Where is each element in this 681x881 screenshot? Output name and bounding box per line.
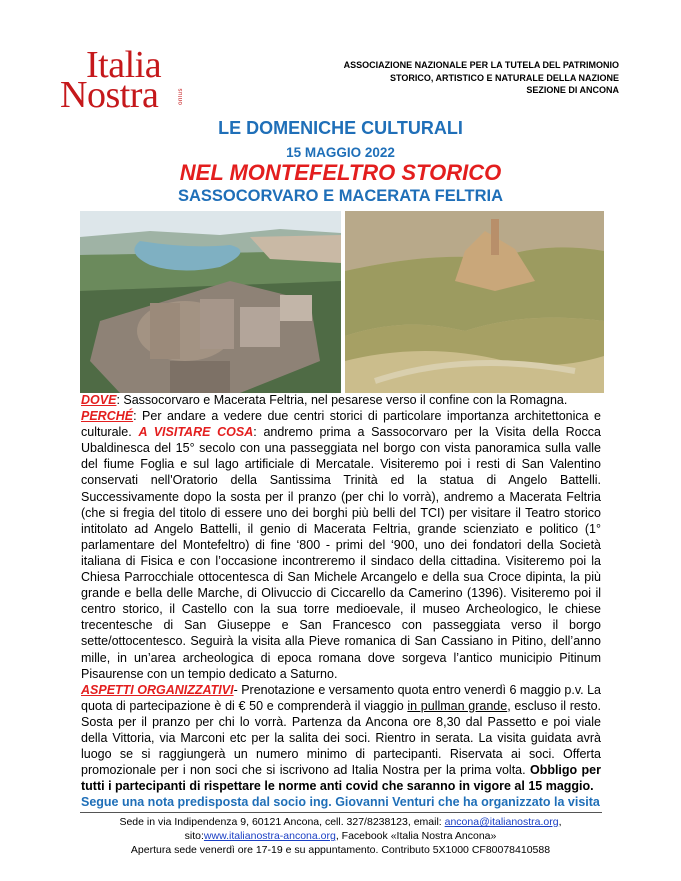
paragraph-dove bbox=[81, 392, 601, 408]
macerata-feltria-painting-illustration bbox=[345, 211, 604, 393]
paragraph-perche bbox=[81, 408, 601, 682]
footer-line-3: Apertura sede venerdì ore 17-19 e su appuntamento. Contributo 5X1000 CF80078410588 bbox=[130, 844, 551, 856]
label-dove: DOVE bbox=[81, 393, 117, 407]
text-dove: : Sassocorvaro e Macerata Feltria, nel pesarese verso il confine con la Romagna. bbox=[116, 393, 568, 407]
event-series-title: LE DOMENICHE CULTURALI bbox=[218, 118, 463, 138]
sassocorvaro-aerial-illustration bbox=[80, 211, 341, 393]
association-line-1: ASSOCIAZIONE NAZIONALE PER LA TUTELA DEL PATRIMONIO bbox=[343, 60, 619, 70]
event-title: NEL MONTEFELTRO STORICO bbox=[179, 160, 502, 185]
association-header bbox=[299, 59, 619, 97]
text-visitare: : andremo prima a Sassocorvaro per la Visita della Rocca Ubaldinesca del 15° secolo con una passeggiata nel borgo con vista panoramica sulla valle del fiume Foglia e sul lago artificiale di Mercatale. Visiteremo poi i resti di San Valentino conservati nell'Oratorio della Santissima Trinità ed la statua di Angelo Battelli. Successivamente dopo la sosta per il pranzo (per chi lo vorrà), andremo a Macerata Feltria (che si fregia del titolo di essere uno dei borghi più belli del TCI) per visitare il Teatro storico intitolato ad Angelo Battelli, il genio di Macerata Feltria, grande scienziato e politico (1° parlamentare del Montefeltro) di fine ‘800 - primi del ‘900, uno dei fondatori della Società italiana di Fisica e con l’occasione incontreremo il sindaco della cittadina. Visiteremo poi la Chiesa Parrocchiale ottocentesca di San Michele Arcangelo e della sua Croce dipinta, la più grande e bella delle Marche, di Olivuccio di Ciccarello da Camerino (1396). Visiteremo poi il centro storico, il Castello con la sua torre medioevale, il museo Archeologico, le chiese trecentesche di San Giuseppe e San Francesco con passeggiata verso il borgo sette/ottocentesco. Seguirà la visita alla Pieve romanica di San Cassiano in Pitino, dell’anno mille, in un’area archeologica di epoca romana dove sorgeva l’antico municipio Pitinum Pisaurense con un tempio dedicato a Saturno. bbox=[81, 425, 602, 681]
label-perche: PERCHÉ bbox=[81, 409, 134, 424]
logo-line-nostra: Nostra bbox=[60, 74, 159, 116]
organizer-note: Segue una nota predisposta dal socio ing. Giovanni Venturi che ha organizzato la visita bbox=[81, 795, 600, 810]
association-line-3: SEZIONE DI ANCONA bbox=[526, 85, 619, 95]
footer-line1-suffix: , bbox=[558, 816, 562, 828]
logo-onlus: onlus bbox=[178, 88, 184, 105]
macerata-feltria-painting bbox=[345, 211, 604, 393]
italia-nostra-logo bbox=[60, 44, 190, 120]
footer-line-2 bbox=[0, 829, 681, 843]
event-date: 15 MAGGIO 2022 bbox=[286, 145, 395, 160]
footer-site-link[interactable]: www.italianostra-ancona.org bbox=[203, 830, 336, 842]
footer-email-link[interactable]: ancona@italianostra.org bbox=[444, 816, 559, 828]
sassocorvaro-aerial-photo bbox=[80, 211, 341, 393]
event-description bbox=[81, 392, 601, 810]
label-aspetti: ASPETTI ORGANIZZATIVI bbox=[81, 682, 234, 697]
footer bbox=[0, 815, 681, 857]
association-line-2: STORICO, ARTISTICO E NATURALE DELLA NAZIONE bbox=[390, 72, 619, 83]
text-pullman: in pullman grande bbox=[407, 698, 508, 713]
text-covid-rules: Obbligo per tutti i partecipanti di rispettare le norme anti covid che saranno in vigore al 15 maggio. bbox=[81, 763, 601, 794]
logo-line-italia: Italia bbox=[86, 44, 162, 86]
event-subtitle: SASSOCORVARO E MACERATA FELTRIA bbox=[177, 187, 504, 205]
text-perche: : Per andare a vedere due centri storici di particolare importanza architettonica e culturale. bbox=[81, 409, 601, 440]
footer-line-1 bbox=[0, 815, 681, 829]
label-visitare: A VISITARE COSA bbox=[138, 425, 254, 440]
text-aspetti-1: - Prenotazione e versamento quota entro venerdì 6 maggio p.v. La quota di partecipazione è di € 50 e comprenderà il viaggio bbox=[81, 682, 602, 713]
footer-address: Sede in via Indipendenza 9, 60121 Ancona, cell. 327/8238123, email: bbox=[119, 816, 445, 828]
footer-divider bbox=[80, 812, 602, 813]
footer-site-prefix: sito: bbox=[184, 830, 204, 842]
paragraph-aspetti bbox=[81, 682, 601, 795]
footer-facebook: , Facebook «Italia Nostra Ancona» bbox=[335, 830, 497, 842]
text-aspetti-2: , escluso il resto. Sosta per il pranzo per chi lo vorrà. Partenza da Ancona ore 8,30 dal Passetto e poi viale della Vittoria, via Marconi etc per la salita dei soci. Rientro in serata. La visita guidata avrà luogo se si raggiungerà un numero minimo di partecipanti. Riservata ai soci. Offerta promozionale per i non soci che si iscrivono ad Italia Nostra per la prima volta. bbox=[81, 698, 602, 778]
